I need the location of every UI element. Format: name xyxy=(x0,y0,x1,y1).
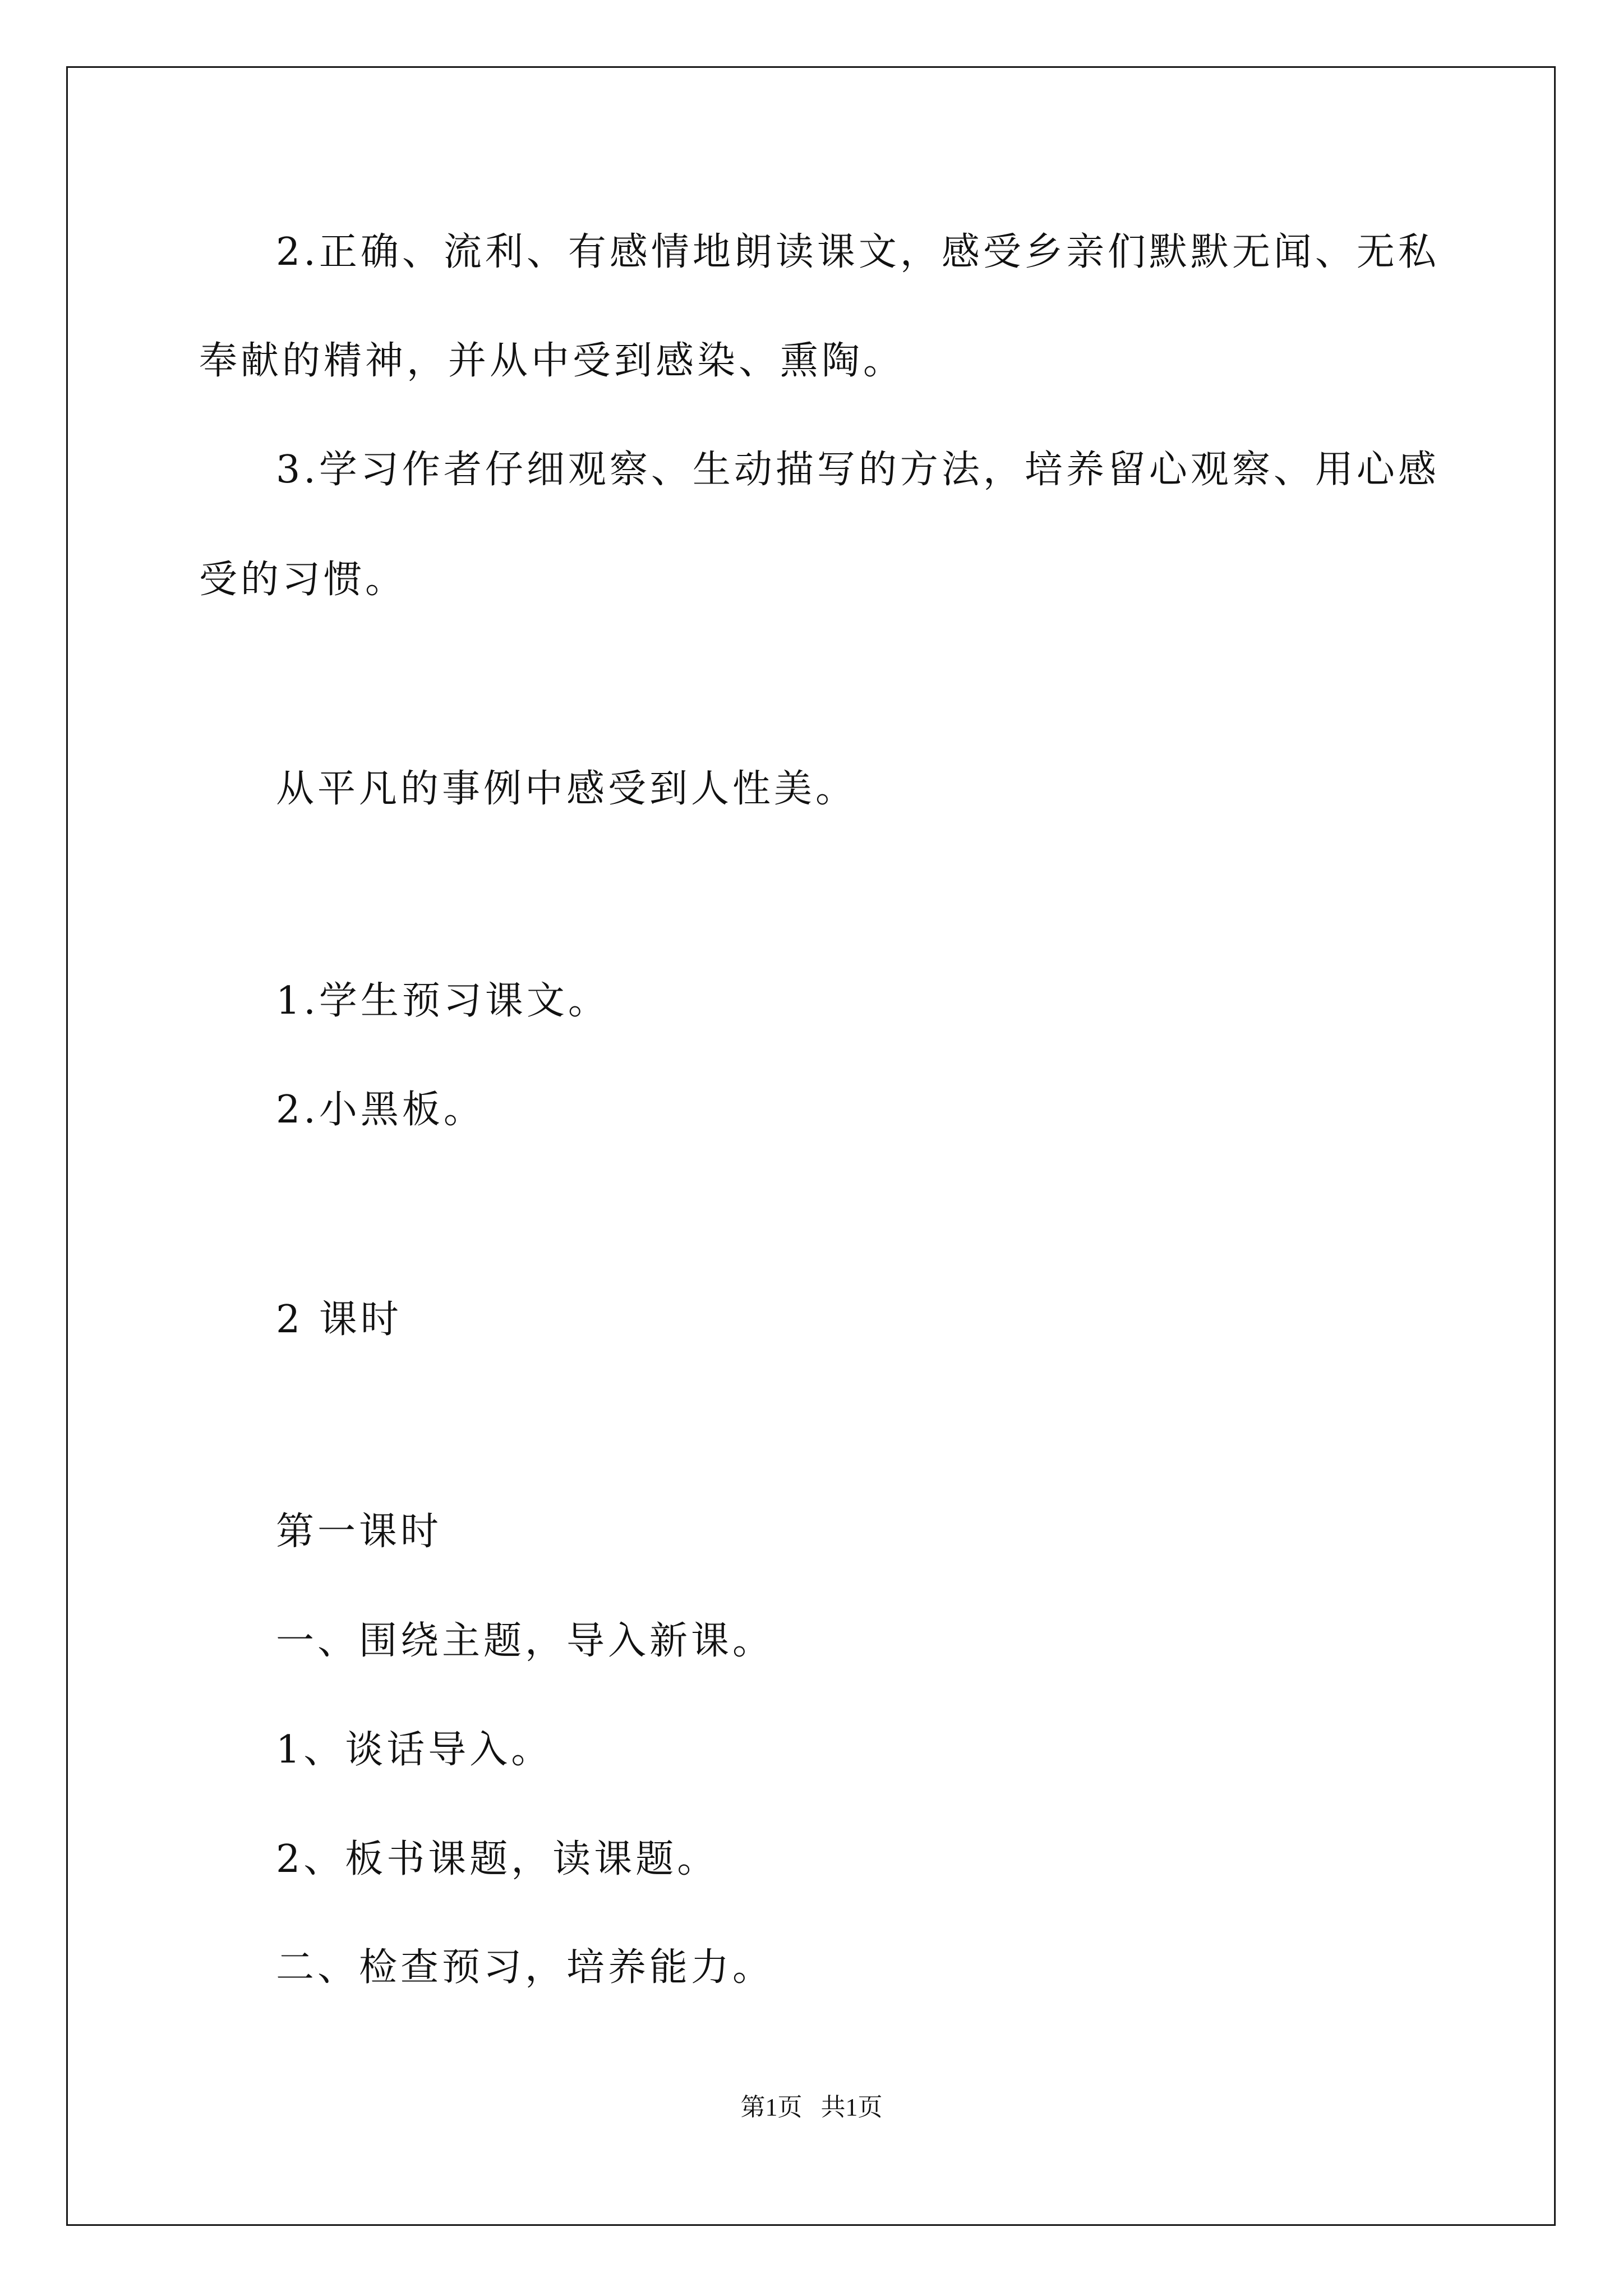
paragraph-step-1: 一、围绕主题，导入新课。 xyxy=(276,1619,774,1663)
paragraph-step-1-2: 2、板书课题，读课题。 xyxy=(276,1837,719,1881)
paragraph-objective-3-line-2: 受的习惯。 xyxy=(199,558,407,602)
paragraph-step-2: 二、检查预习，培养能力。 xyxy=(276,1945,774,1990)
paragraph-first-lesson: 第一课时 xyxy=(276,1510,442,1554)
page-number-footer: 第1页 共1页 xyxy=(740,2093,883,2121)
paragraph-prep-1: 1.学生预习课文。 xyxy=(276,979,610,1023)
paragraph-objective-2-line-1: 2.正确、流利、有感情地朗读课文，感受乡亲们默默无闻、无私 xyxy=(276,230,1440,274)
paragraph-objective-3-line-1: 3.学习作者仔细观察、生动描写的方法，培养留心观察、用心感 xyxy=(276,448,1440,492)
paragraph-class-hours: 2 课时 xyxy=(276,1297,402,1342)
page-border xyxy=(66,66,1556,2226)
paragraph-prep-2: 2.小黑板。 xyxy=(276,1088,485,1132)
paragraph-step-1-1: 1、谈话导入。 xyxy=(276,1728,553,1772)
paragraph-objective-2-line-2: 奉献的精神，并从中受到感染、熏陶。 xyxy=(199,339,905,383)
paragraph-key-point: 从平凡的事例中感受到人性美。 xyxy=(276,767,857,811)
